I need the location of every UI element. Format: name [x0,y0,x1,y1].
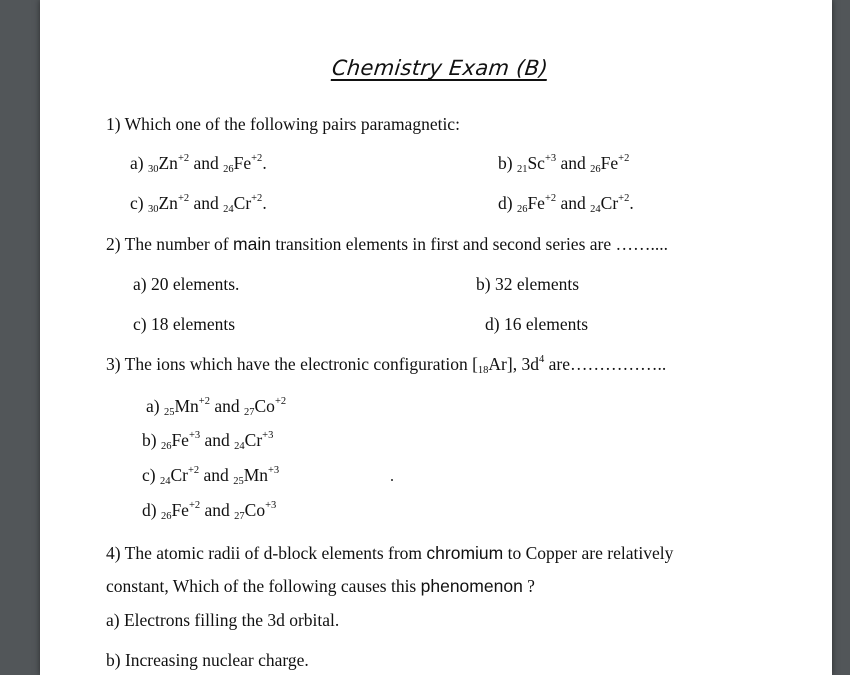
conjunction: and [193,153,219,173]
atomic-number: 30 [147,164,159,175]
stem-text: 4) The atomic radii of d-block elements from [106,543,423,563]
ion-charge: +3 [268,465,280,476]
stem-text: chromium [426,543,504,563]
ion-charge: +2 [544,193,557,204]
element-symbol: Cr [233,193,252,213]
conjunction: and [560,153,586,173]
stem-text: constant, Which of the following causes this [106,576,417,596]
q3-option-c[interactable] [142,467,279,485]
stem-text: transition elements in first and second series are [275,234,616,254]
option-label: c) [142,465,156,485]
terminal-period: . [262,153,267,173]
atomic-number: 26 [160,511,172,522]
answer-blank: …….... [615,234,669,254]
option-label: d) [498,193,513,213]
element-symbol: Co [254,396,275,416]
ion-charge: +2 [618,153,630,164]
stem-text: main [233,234,271,254]
q3-option-d[interactable] [142,502,276,520]
conjunction: and [203,465,229,485]
option-label: d) [142,500,157,520]
q2-option-b[interactable]: b) 32 elements [476,274,580,294]
element-symbol: Fe [171,500,189,520]
question-4-stem-line-2 [106,578,535,596]
element-symbol: Mn [243,465,268,485]
atomic-number: 24 [590,204,601,215]
exam-title: Chemistry Exam (B) [330,56,550,80]
conjunction: and [193,193,219,213]
conjunction: and [214,396,240,416]
stray-dot [391,479,393,481]
stem-text: 2) The number of [106,234,229,254]
conjunction: and [204,430,230,450]
ion-charge: +3 [262,430,274,441]
q1-option-c[interactable] [130,195,267,213]
element-symbol: Fe [171,430,189,450]
q1-option-b[interactable] [498,155,629,173]
atomic-number: 24 [234,441,245,452]
atomic-number: 26 [223,164,234,175]
ion-charge: +2 [274,396,287,407]
conjunction: and [204,500,230,520]
option-label: b) [142,430,157,450]
atomic-number: 26 [160,441,172,452]
element-symbol: Mn [174,396,199,416]
q3-option-b[interactable] [142,432,273,450]
atomic-number: 26 [590,164,601,175]
question-2-stem [106,236,668,254]
q4-option-a[interactable]: a) Electrons filling the 3d orbital. [106,610,340,630]
ion-charge: +2 [187,465,200,476]
stem-text: to Copper are relatively [507,543,674,563]
atomic-number: 27 [244,407,255,418]
q4-option-b[interactable]: b) Increasing nuclear charge. [106,650,309,670]
atomic-number: 18 [477,365,489,376]
stem-text: are…………….. [544,354,667,374]
atomic-number: 24 [159,476,171,487]
atomic-number: 27 [234,511,245,522]
ion-charge: +3 [265,500,277,511]
ion-charge: +2 [251,153,263,164]
stem-text: ? [522,576,535,596]
ion-charge: +3 [544,153,557,164]
terminal-period: . [262,193,267,213]
q3-option-a[interactable] [146,398,286,416]
stem-text: Ar], 3d [488,354,539,374]
atomic-number: 25 [163,407,175,418]
ion-charge: +2 [177,193,190,204]
ion-charge: +2 [198,396,210,407]
atomic-number: 25 [233,476,244,487]
stem-text: phenomenon [420,576,523,596]
question-4-stem-line-1 [106,545,673,563]
element-symbol: Cr [244,430,263,450]
electron-count: 4 [538,354,545,365]
atomic-number: 24 [223,204,234,215]
q2-option-d[interactable]: d) 16 elements [485,314,589,334]
exam-page [40,0,832,675]
option-label: a) [130,153,144,173]
element-symbol: Cr [170,465,188,485]
element-symbol: Zn [158,193,178,213]
element-symbol: Fe [527,193,545,213]
option-label: b) [498,153,513,173]
stem-text: 3) The ions which have the electronic configuration [ [106,354,478,374]
element-symbol: Co [244,500,266,520]
q2-option-a[interactable]: a) 20 elements. [133,274,240,294]
ion-charge: +2 [177,153,190,164]
element-symbol: Fe [600,153,619,173]
conjunction: and [560,193,586,213]
ion-charge: +3 [188,430,201,441]
ion-charge: +2 [188,500,201,511]
element-symbol: Cr [600,193,619,213]
atomic-number: 21 [516,164,528,175]
atomic-number: 26 [516,204,528,215]
element-symbol: Zn [158,153,178,173]
atomic-number: 30 [147,204,159,215]
q2-option-c[interactable]: c) 18 elements [133,314,236,334]
option-label: c) [130,193,144,213]
element-symbol: Sc [527,153,545,173]
terminal-period: . [629,193,634,213]
question-3-stem [106,356,666,374]
ion-charge: +2 [251,193,263,204]
q1-option-a[interactable] [130,155,267,173]
option-label: a) [146,396,160,416]
ion-charge: +2 [618,193,630,204]
question-1-stem: 1) Which one of the following pairs paramagnetic: [106,114,460,134]
q1-option-d[interactable] [498,195,634,213]
element-symbol: Fe [233,153,252,173]
